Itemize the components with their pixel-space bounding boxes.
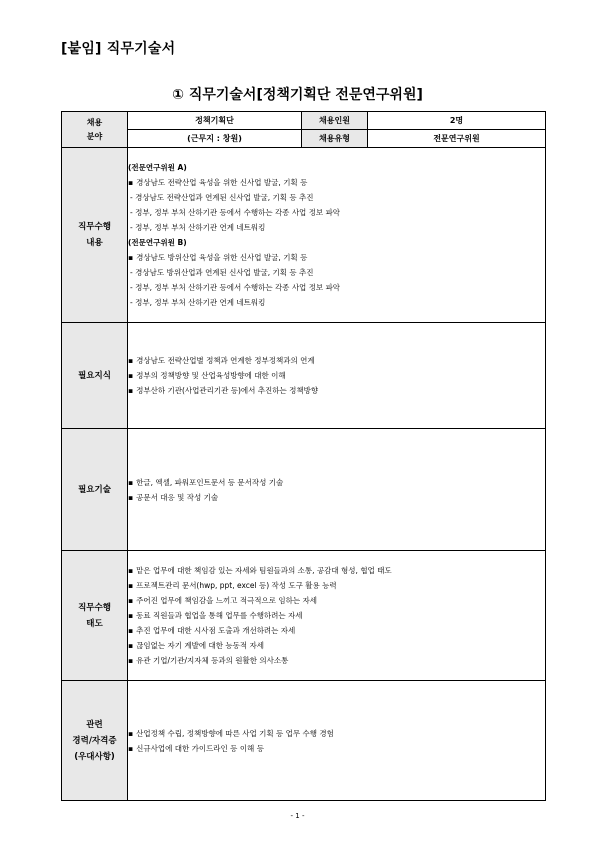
list-item: ▪ 정부의 정책방향 및 산업육성방향에 대한 이해 — [128, 368, 545, 383]
skills-content — [128, 429, 546, 551]
attitude-label-line1: 직무수행 — [78, 602, 111, 613]
attitude-label-line2: 태도 — [86, 618, 103, 629]
experience-content — [128, 681, 546, 801]
group-b-title: (전문연구위원 B) — [128, 238, 187, 247]
list-item: ▪ 끊임없는 자기 계발에 대한 능동적 자세 — [128, 638, 545, 653]
list-item: - 경상남도 전략산업과 연계된 신사업 발굴, 기획 등 추진 — [130, 193, 314, 202]
experience-label-line1: 관련 — [86, 719, 103, 730]
page-number: - 1 - — [290, 812, 305, 820]
duties-label-line1: 직무수행 — [78, 222, 111, 232]
recruit-field-label — [62, 112, 128, 148]
attachment-title: [붙임] 직무기술서 — [61, 41, 176, 57]
experience-label — [62, 681, 128, 801]
list-item: ▪ 정부산하 기관(사업관리기관 등)에서 추진하는 정책방향 — [128, 383, 545, 398]
list-item: ▪ 공문서 대응 및 작성 기술 — [128, 490, 545, 505]
skills-label: 필요기술 — [62, 429, 128, 551]
list-item: ▪ 동료 직원들과 협업을 통해 업무를 수행하려는 자세 — [128, 608, 545, 623]
list-item: ▪ 경상남도 전략산업 육성을 위한 신사업 발굴, 기획 등 — [128, 175, 545, 190]
list-item: ▪ 한글, 엑셀, 파워포인트문서 등 문서작성 기술 — [128, 475, 545, 490]
job-description-table — [61, 111, 546, 801]
list-item: ▪ 유관 기업/기관/지자체 등과의 원활한 의사소통 — [128, 653, 545, 668]
list-item: ▪ 주어진 업무에 책임감을 느끼고 적극적으로 임하는 자세 — [128, 593, 545, 608]
group-a-title: (전문연구위원 A) — [128, 163, 187, 172]
duties-label — [62, 148, 128, 323]
list-item: - 경상남도 방위산업과 연계된 신사업 발굴, 기획 등 추진 — [130, 268, 314, 277]
recruit-field-label-line1: 채용 — [86, 117, 103, 127]
document-title: ① 직무기술서[정책기획단 전문연구위원] — [172, 87, 423, 103]
list-item: ▪ 경상남도 전략산업별 정책과 연계한 정부정책과의 연계 — [128, 353, 545, 368]
knowledge-label: 필요지식 — [62, 323, 128, 429]
list-item: ▪ 경상남도 방위산업 육성을 위한 신사업 발굴, 기획 등 — [128, 250, 545, 265]
list-item: - 정부, 정부 부처 산하기관 등에서 수행하는 각종 사업 정보 파악 — [130, 208, 341, 217]
work-location: (근무지 : 창원) — [128, 130, 302, 148]
experience-label-line2: 경력/자격증 — [72, 735, 117, 746]
headcount-value: 2명 — [368, 112, 546, 130]
field-name: 정책기획단 — [128, 112, 302, 130]
attitude-content — [128, 551, 546, 681]
recruit-type-value: 전문연구위원 — [368, 130, 546, 148]
headcount-label: 채용인원 — [302, 112, 368, 130]
list-item: - 정부, 정부 부처 산하기관 연계 네트워킹 — [130, 223, 266, 232]
knowledge-content — [128, 323, 546, 429]
list-item: ▪ 맡은 업무에 대한 책임감 있는 자세와 팀원들과의 소통, 공감대 형성, 협업 태도 — [128, 563, 545, 578]
list-item: ▪ 프로젝트관리 문서(hwp, ppt, excel 등) 작성 도구 활용 능력 — [128, 578, 545, 593]
attitude-label — [62, 551, 128, 681]
recruit-field-label-line2: 분야 — [86, 131, 103, 141]
list-item: ▪ 신규사업에 대한 가이드라인 등 이해 등 — [128, 741, 545, 756]
duties-label-line2: 내용 — [86, 238, 103, 248]
recruit-type-label: 채용유형 — [302, 130, 368, 148]
list-item: - 정부, 정부 부처 산하기관 등에서 수행하는 각종 사업 정보 파악 — [130, 283, 341, 292]
list-item: ▪ 산업정책 수립, 정책방향에 따른 사업 기획 등 업무 수행 경험 — [128, 726, 545, 741]
list-item: - 정부, 정부 부처 산하기관 연계 네트워킹 — [130, 298, 266, 307]
duties-content — [128, 148, 546, 323]
list-item: ▪ 추진 업무에 대한 시사점 도출과 개선하려는 자세 — [128, 623, 545, 638]
experience-label-line3: (우대사항) — [74, 751, 115, 762]
